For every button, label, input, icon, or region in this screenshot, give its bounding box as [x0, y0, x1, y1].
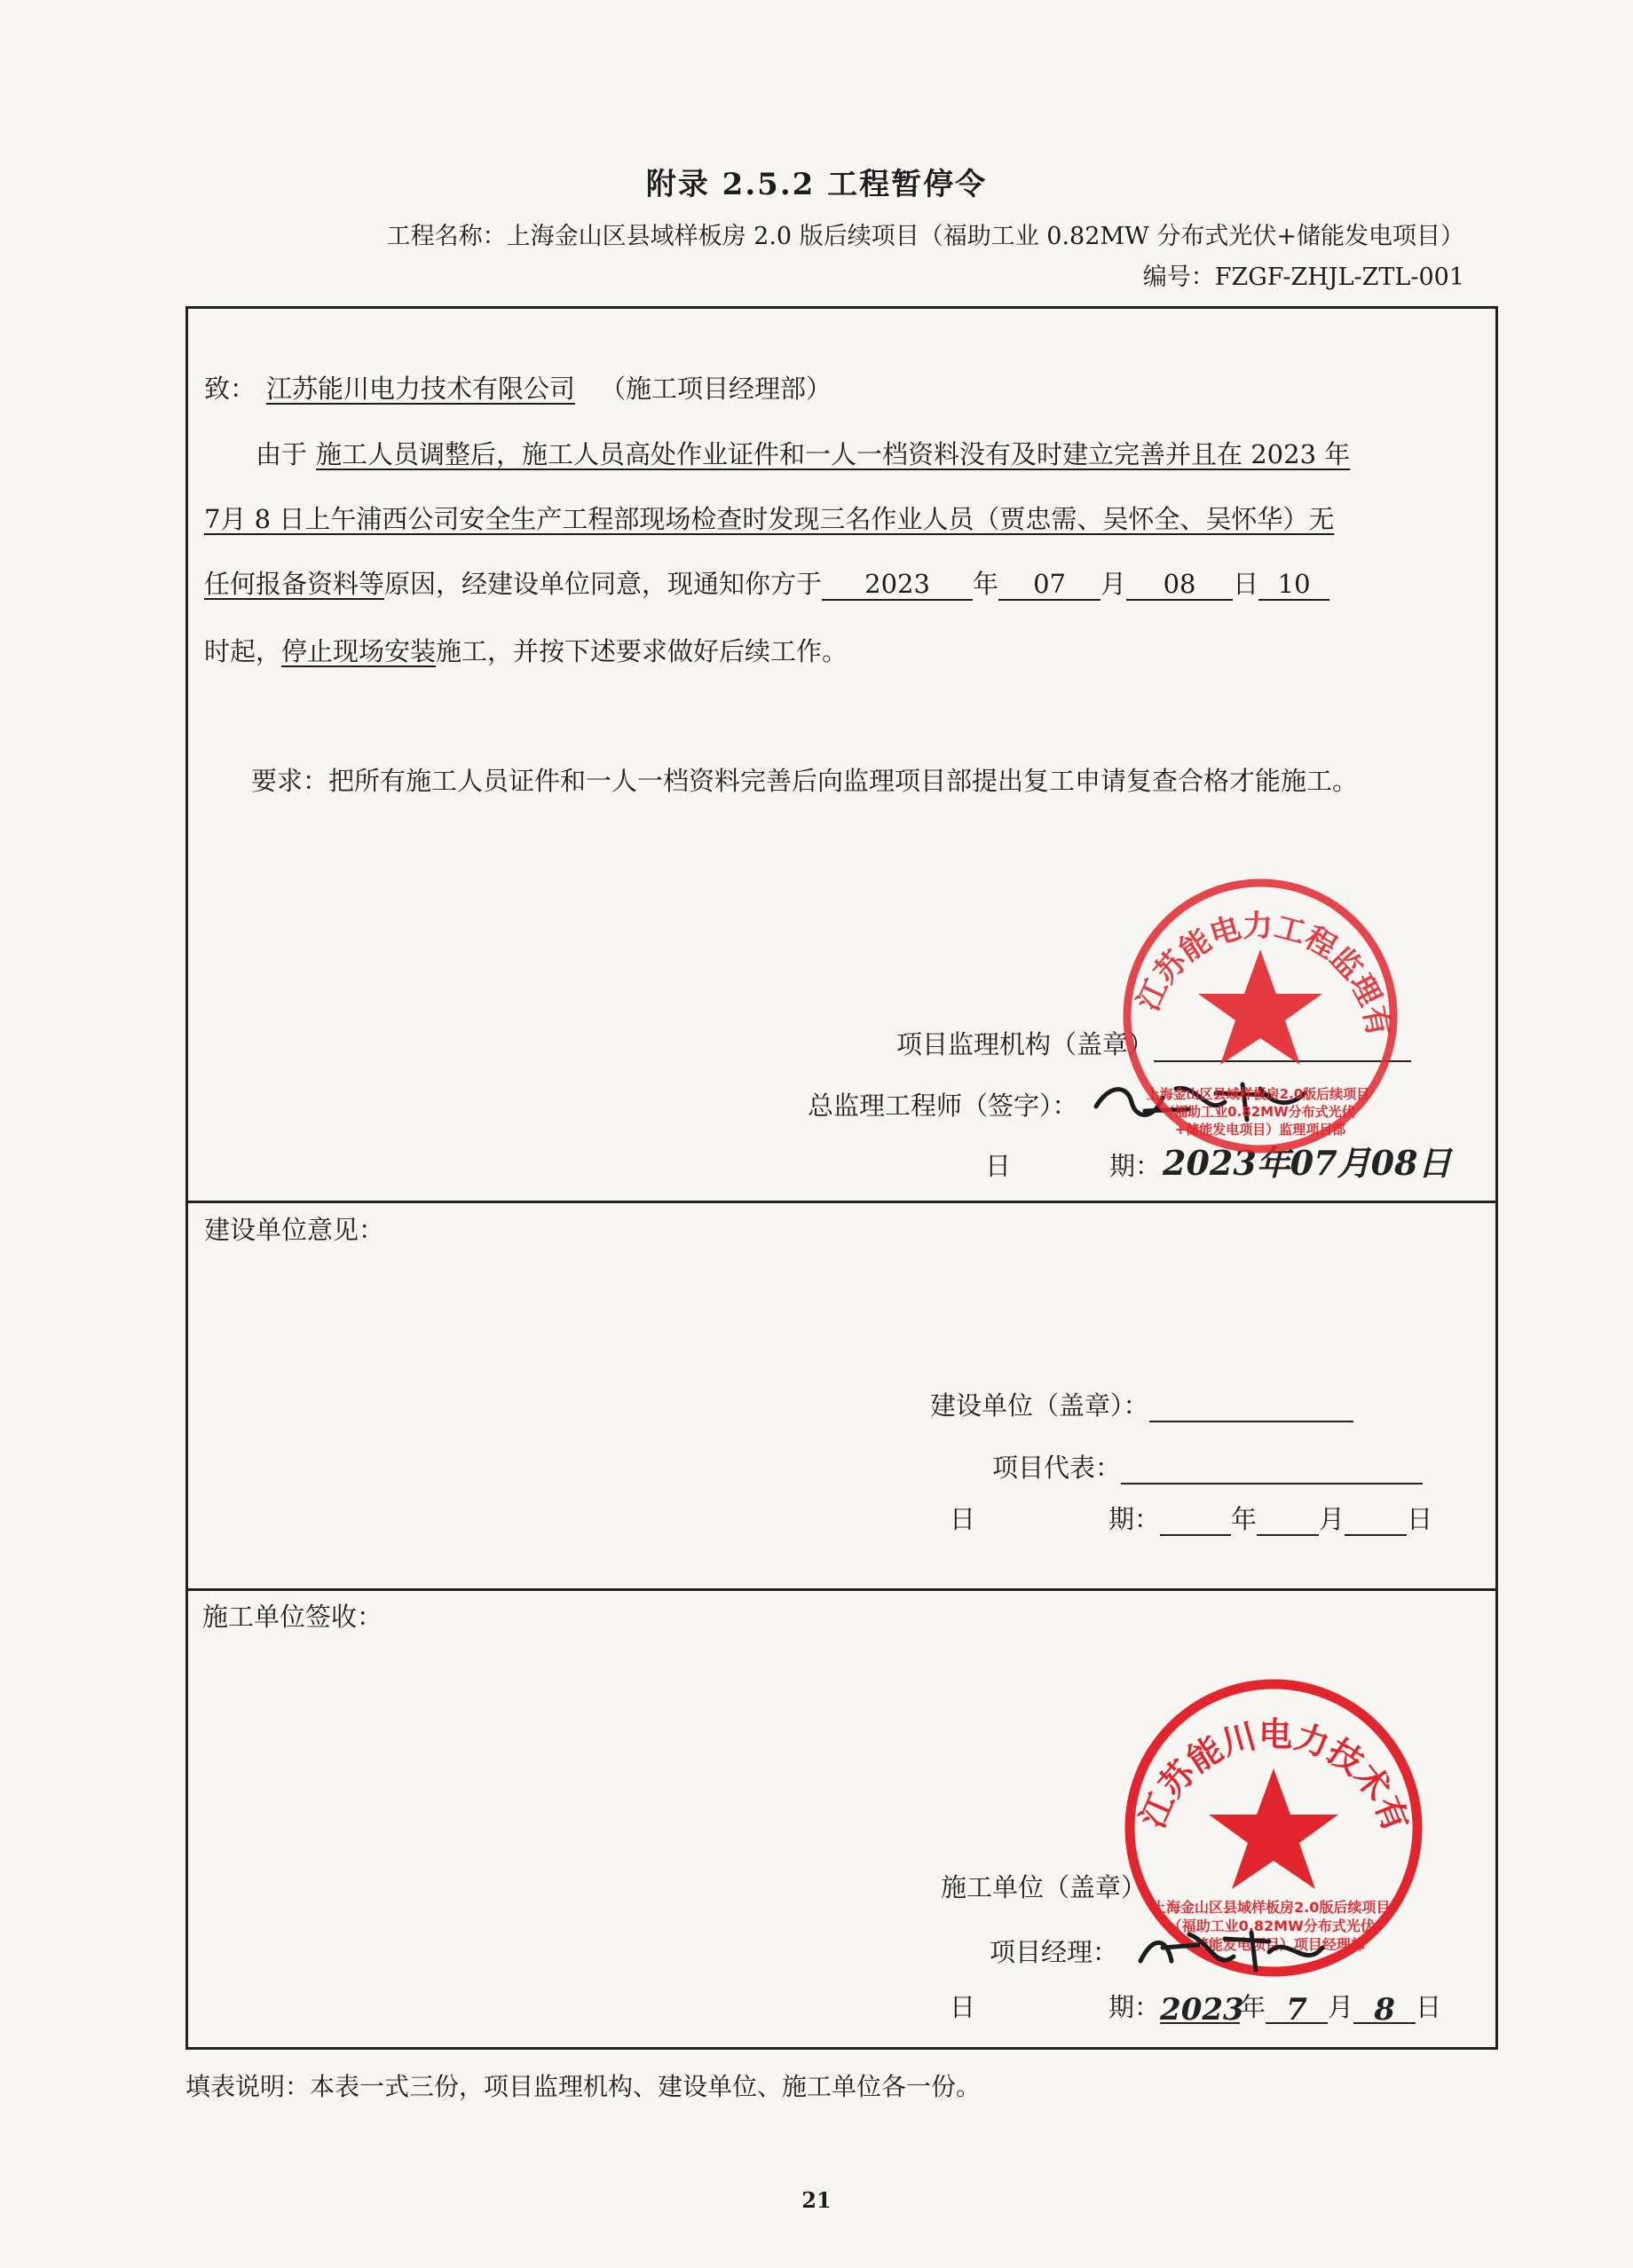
day-label: 日 — [1233, 569, 1259, 599]
contractor-unit-label: 施工单位（盖章） — [941, 1872, 1148, 1902]
reason-line-3 — [204, 564, 1329, 601]
divider-contractor — [188, 1588, 1495, 1591]
stop-hour: 10 — [1258, 569, 1329, 601]
divider-owner — [188, 1201, 1495, 1203]
fill-instructions: 填表说明：本表一式三份，项目监理机构、建设单位、施工单位各一份。 — [185, 2072, 982, 2101]
supervisor-seal — [1105, 870, 1424, 1175]
contractor-date-label-1: 日 — [950, 1992, 976, 2022]
contractor-month-label: 月 — [1328, 1992, 1354, 2022]
reason-prefix: 由于 — [256, 439, 308, 469]
notice-sign-date: 2023年07月08日 — [1163, 1143, 1452, 1183]
reason-text-3-rest: 原因，经建设单位同意，现通知你方于 — [384, 569, 823, 599]
stop-line-rest: 施工，并按下述要求做好后续工作。 — [436, 636, 848, 666]
month-label: 月 — [1100, 569, 1127, 599]
contractor-year-label: 年 — [1240, 1992, 1266, 2022]
contractor-seal-text: 江苏能川电力技术有 — [1132, 1714, 1416, 1838]
project-name: 工程名称：上海金山区县域样板房 2.0 版后续项目（福助工业 0.82MW 分布式光伏+储能发电项目） — [386, 223, 1464, 250]
contractor-date-label-2: 期： — [1108, 1992, 1161, 2022]
owner-year-blank[interactable] — [1160, 1508, 1231, 1536]
owner-year-label: 年 — [1231, 1504, 1258, 1534]
contractor-sign-day: 8 — [1353, 1992, 1416, 2024]
owner-unit-label-text: 建设单位（盖章）： — [930, 1390, 1149, 1421]
owner-rep-label — [992, 1448, 1423, 1484]
supervisor-seal-text: 江苏能电力工程监理有 — [1130, 908, 1397, 1040]
owner-date-label-1: 日 — [950, 1504, 976, 1534]
owner-date-label-2: 期： — [1108, 1504, 1161, 1534]
contractor-date-row — [950, 1988, 1442, 2028]
stop-month: 07 — [998, 569, 1100, 601]
reason-text-3: 任何报备资料等 — [204, 569, 385, 599]
reason-line-2: 7月 8 日上午浦西公司安全生产工程部现场检查时发现三名作业人员（贾忠需、吴怀全、吴怀华）无 — [204, 504, 1335, 534]
addressee-line — [204, 369, 832, 406]
addressee-suffix: （施工项目经理部） — [600, 374, 832, 404]
stop-day: 08 — [1126, 569, 1233, 601]
contractor-seal-inner: 上海金山区县域样板房2.0版后续项目 （福助工业0.82MW分布式光伏 +储能发电项目）项目经理部 — [1152, 1899, 1391, 1953]
owner-month-blank[interactable] — [1257, 1508, 1319, 1536]
contractor-pm-signature — [1136, 1925, 1331, 1982]
owner-section-label: 建设单位意见： — [204, 1215, 385, 1245]
supervisor-seal-inner: 上海金山区县域样板房2.0版后续项目 （福助工业0.82MW分布式光伏 +储能发电项目）监理项目部 — [1146, 1086, 1370, 1138]
owner-day-label: 日 — [1407, 1504, 1433, 1534]
stop-year: 2023 — [822, 569, 973, 601]
supervisor-org-label: 项目监理机构（盖章） — [896, 1029, 1155, 1059]
owner-unit-label — [930, 1386, 1353, 1422]
chief-engineer-label: 总监理工程师（签字）： — [808, 1091, 1078, 1121]
requirement-text: 要求：把所有施工人员证件和一人一档资料完善后向监理项目部提出复工申请复查合格才能施工。 — [251, 766, 1359, 796]
year-label: 年 — [973, 569, 999, 599]
contractor-day-label: 日 — [1416, 1992, 1442, 2022]
reason-text-1: 施工人员调整后，施工人员高处作业证件和一人一档资料没有及时建立完善并且在 2023 年 — [316, 439, 1351, 469]
addressee-company: 江苏能川电力技术有限公司 — [266, 374, 576, 404]
stop-line-prefix: 时起， — [204, 636, 282, 666]
document-title: 附录 2.5.2 工程暂停令 — [645, 167, 988, 202]
stop-action: 停止现场安装 — [281, 636, 437, 666]
owner-day-blank[interactable] — [1345, 1508, 1407, 1536]
owner-unit-blank[interactable] — [1149, 1394, 1353, 1422]
notice-date-label-2: 期： — [1109, 1151, 1162, 1181]
addressee-label: 致： — [204, 374, 256, 404]
notice-date-label-1: 日 — [985, 1151, 1012, 1181]
contractor-section-label: 施工单位签收： — [202, 1602, 383, 1632]
owner-month-label: 月 — [1319, 1504, 1345, 1534]
owner-rep-blank[interactable] — [1121, 1456, 1423, 1484]
document-number: 编号：FZGF-ZHJL-ZTL-001 — [1142, 264, 1464, 291]
owner-date-row — [950, 1500, 1432, 1536]
stop-line — [204, 632, 848, 668]
page-number: 21 — [801, 2187, 832, 2213]
contractor-pm-label: 项目经理： — [990, 1937, 1119, 1967]
owner-rep-label-text: 项目代表： — [992, 1453, 1122, 1483]
contractor-sign-month: 7 — [1266, 1992, 1328, 2024]
contractor-sign-year: 2023 — [1160, 1992, 1244, 2028]
reason-line-1 — [256, 435, 1350, 471]
